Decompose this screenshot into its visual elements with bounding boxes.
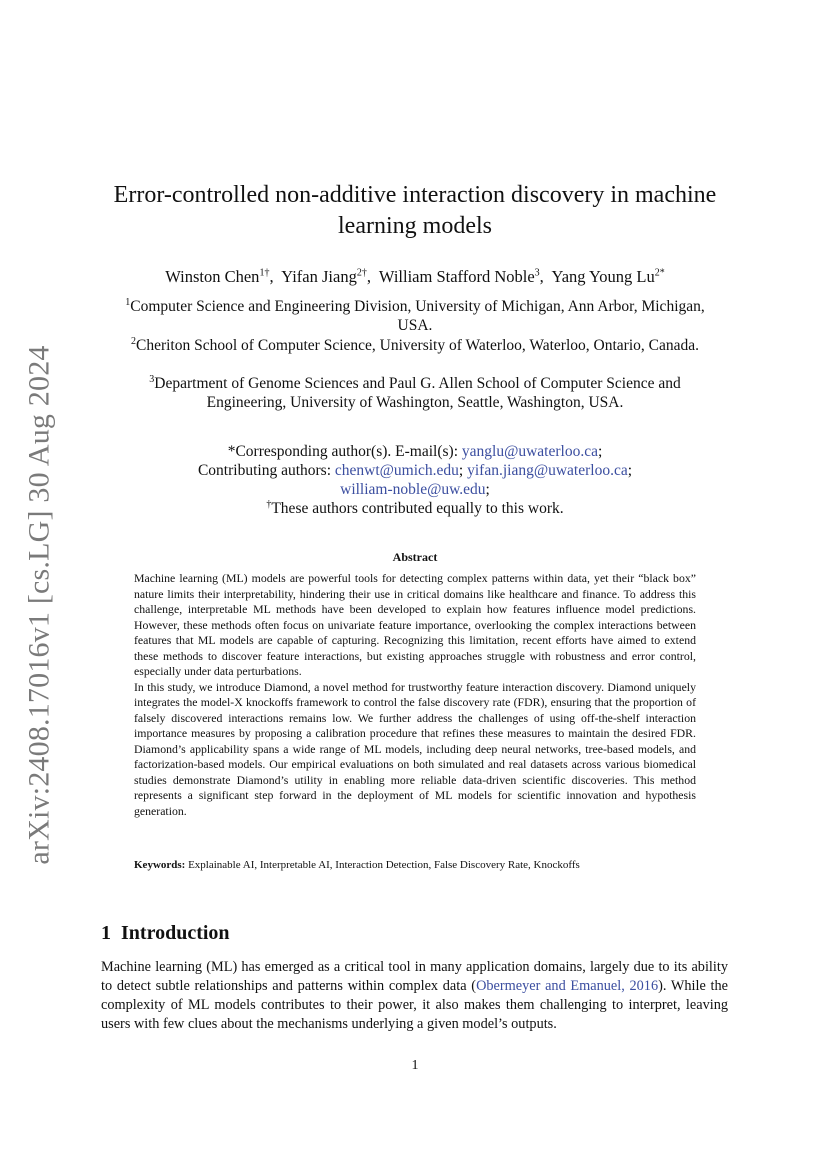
equal-contribution-note [120,499,710,518]
keywords [134,858,696,873]
affiliation-2 [120,336,710,355]
author-name: Winston Chen [165,267,260,286]
corresponding-label: *Corresponding author(s). E-mail(s): [227,443,462,460]
intro-text: ). While the complexity of ML models contributes to their power, it also makes them challenging to interpret, leaving users with few clues about the mechanisms underlying a given model’s outputs. [101,978,728,1032]
email-link[interactable]: chenwt@umich.edu [334,462,459,479]
keywords-text: Explainable AI, Interpretable AI, Interaction Detection, False Discovery Rate, Knockoffs [188,859,580,871]
author-mark: 2† [356,267,367,279]
affiliation-3 [120,374,710,412]
intro-paragraph [101,958,728,1034]
author-mark: 3 [534,267,540,279]
author-name: Yifan Jiang [281,267,357,286]
intro-text: Machine learning (ML) has emerged as a critical tool in many application domains, largely due to its ability to detect subtle relationships and patterns within complex data ( [101,959,728,994]
paper-title: Error-controlled non-additive interaction discovery in machine learning models [113,182,717,239]
abstract-heading: Abstract [392,550,438,564]
citation-link[interactable]: Obermeyer and Emanuel, 2016 [476,978,659,994]
author-list: Winston Chen$^{1\dagger}$, Yifan Jiang$^{2\dagger}$, William Stafford Noble$^3$, Yang Young $Lu^{2*}$ [165,267,665,286]
section-number: 1 [101,922,111,944]
separator: ; [597,443,603,460]
separator: ; [627,462,633,479]
affiliation-text: Cheriton School of Computer Science, University of Waterloo, Waterloo, Ontario, Canada. [136,337,699,354]
affiliation-text: Department of Genome Sciences and Paul G. Allen School of Computer Science and Engineering, University of Washington, Seattle, Washington, USA. [154,375,681,411]
corresponding-line [120,442,710,461]
affiliation-mark: 1 [125,296,131,308]
separator: ; [458,462,468,479]
equal-contribution-text: These authors contributed equally to this work. [271,500,564,517]
contact-block [120,442,710,518]
separator: ; [485,481,490,498]
arxiv-identifier: arXiv:2408.17016v1 [cs.LG] 30 Aug 2024 [23,345,56,865]
affiliation-text: Computer Science and Engineering Division, University of Michigan, Ann Arbor, Michigan, USA. [130,298,705,334]
author-mark: 2* [654,267,665,279]
contributing-line [120,461,710,480]
section-title: Introduction [121,922,230,944]
abstract-body [134,571,696,819]
email-link[interactable]: yanglu@uwaterloo.ca [461,443,598,460]
affiliation-mark: 2 [131,335,136,347]
section-heading [101,922,230,945]
abstract-paragraph: Machine learning (ML) models are powerful tools for detecting complex patterns within data, yet their “black box” nature limits their interpretability, hindering their use in critical domains like healthcare and finance. To address this challenge, interpretable ML methods have been developed to explain how features influence model predictions. However, these methods often focus on univariate feature importance, overlooking the complex interactions between features that ML models are capable of capturing. Recognizing this limitation, recent efforts have aimed to extend these methods to discover feature interactions, but existing approaches struggle with robustness and error control, especially under data perturbations. [134,571,696,678]
abstract-paragraph: In this study, we introduce Diamond, a novel method for trustworthy feature interaction discovery. Diamond uniquely integrates the model-X knockoffs framework to control the false discovery rate (FDR), ensuring that the proportion of falsely discovered interactions remains low. We further address the challenges of using off-the-shelf interaction importance measures by proposing a calibration procedure that refines these measures to maintain the desired FDR. Diamond’s applicability spans a wide range of ML models, including deep neural networks, tree-based models, and factorization-based models. Our empirical evaluations on both simulated and real datasets across various biomedical studies demonstrate Diamond’s utility in enabling more reliable data-driven scientific discoveries. This method represents a significant step forward in the deployment of ML models for scientific innovation and hypothesis generation. [134,679,696,818]
email-link[interactable]: william-noble@uw.edu [340,481,486,498]
equal-contribution-mark: † [266,498,272,510]
author-mark: 1† [259,267,270,279]
affiliation-mark: 3 [149,373,155,385]
author-name: William Stafford Noble [378,267,535,286]
contributing-label: Contributing authors: [197,462,335,479]
keywords-label: Keywords: [134,859,186,871]
page-number: 1 [411,1058,419,1073]
arxiv-sidebar [14,345,66,865]
contributing-line-2 [120,480,710,499]
email-link[interactable]: yifan.jiang@uwaterloo.ca [467,462,628,479]
author-name: Yang Young Lu [551,267,655,286]
affiliation-1 [120,297,710,335]
